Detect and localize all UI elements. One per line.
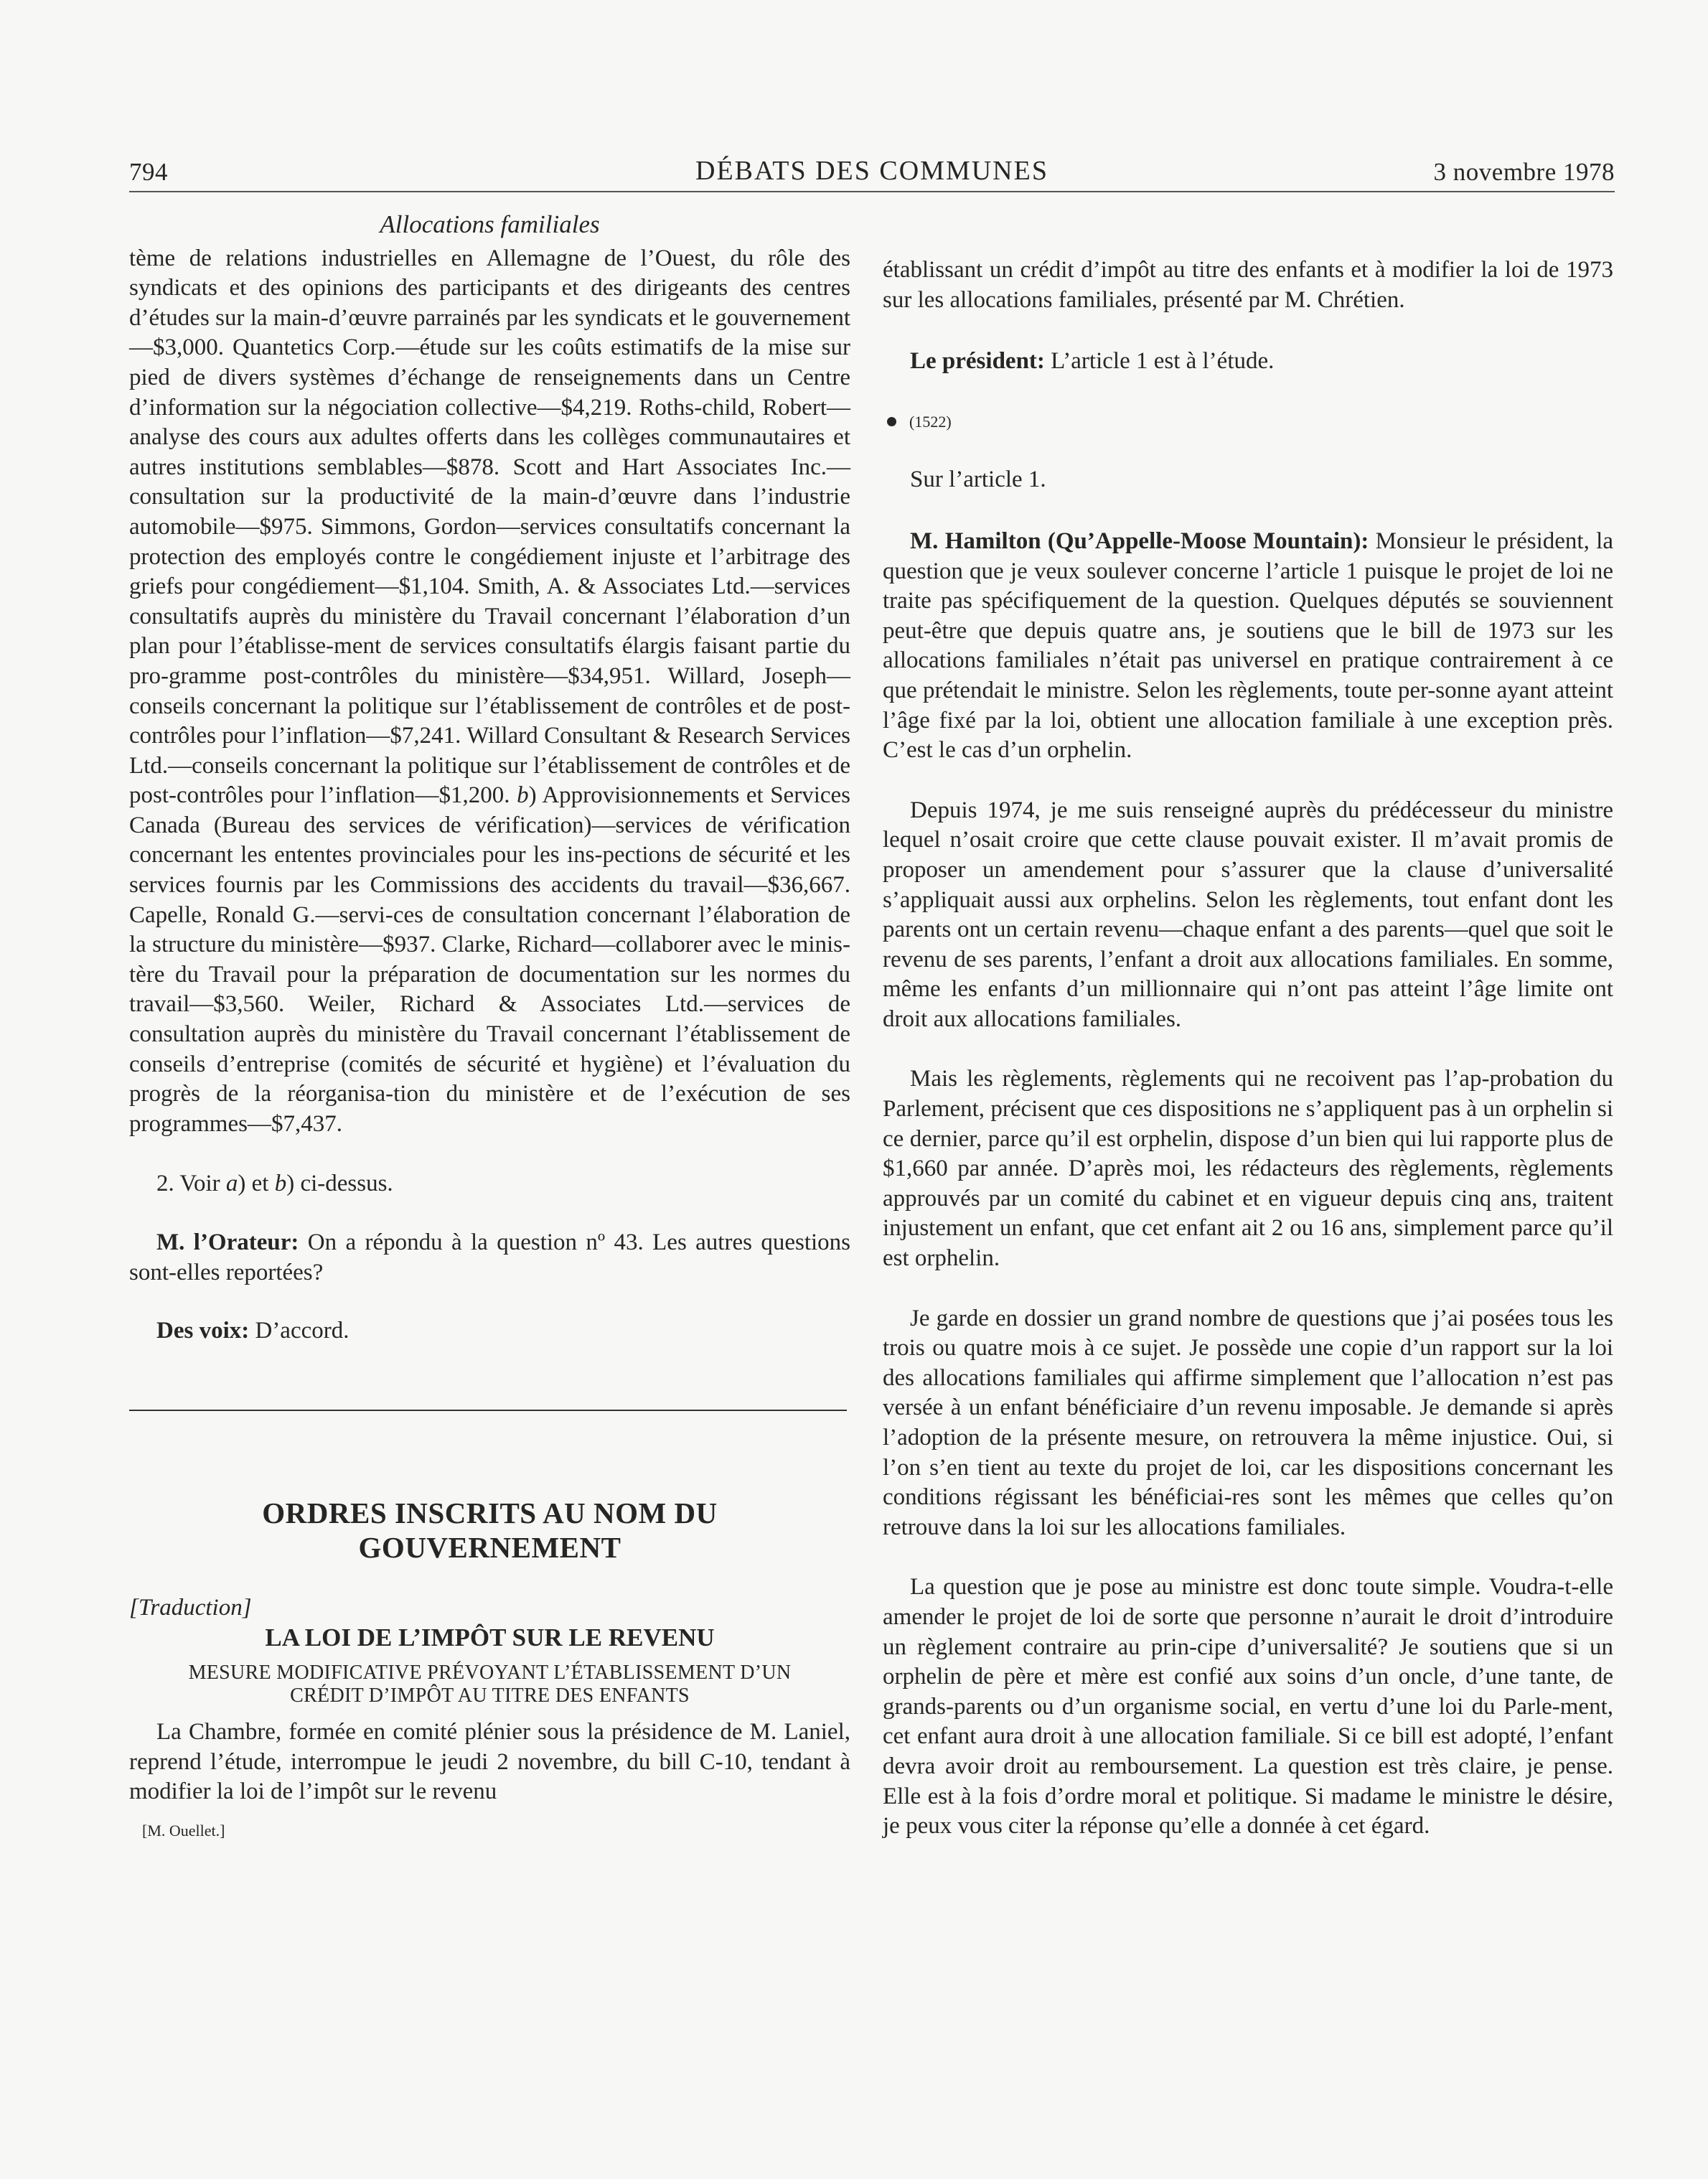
translation-label: Traduction (138, 1594, 243, 1621)
president-remark: L’article 1 est à l’étude. (1044, 348, 1275, 375)
paragraph-question: La question que je pose au ministre est donc toute simple. Voudra-t-elle amender le projet de loi de sorte que personne n’aurait le droit d’introduire un règlement contraire au prin-cipe d’universalité? Je soutiens que si un orphelin de père et mère est confié aux soins d’un oncle, d’une tante, de grands-parents ou d’un organisme social, en vertu d’une loi du Parle-ment, cet enfant aura droit à une allocation familiale. Si ce bill est adopté, l’enfant devra avoir droit au remboursement. La question est très claire, je pense. Elle est à la fois d’ordre moral et politique. Si madame le ministre le désire, je peux vous citer la réponse qu’elle a donnée à cet égard. (883, 1574, 1613, 1840)
section-heading (129, 1496, 850, 1565)
bullet-icon (887, 417, 896, 426)
page-header (129, 151, 1615, 192)
paragraph-mais: Mais les règlements, règlements qui ne recoivent pas l’ap-probation du Parlement, précisent que ces dispositions ne s’appliquent pas à un orphelin si ce dernier, parce qu’il est orphelin, dispose d’un bien qui lui rapporte plus de $1,660 par année. D’après moi, les rédacteurs des règlements, règlements approuvés par un comité du cabinet et en vigueur depuis cinq ans, traitent injustement un enfant, que cet enfant ait 2 ou 16 ans, simplement parce qu’il est orphelin. (883, 1066, 1613, 1272)
section-heading-line-2: GOUVERNEMENT (358, 1530, 621, 1564)
item-letter-b-ref: b (274, 1171, 287, 1197)
paragraph-hamilton (883, 527, 1613, 766)
running-head: Allocations familiales (380, 210, 600, 238)
publication-date: 3 novembre 1978 (1433, 158, 1615, 186)
voices-remark: D’accord. (249, 1318, 349, 1344)
measure-line-1: MESURE MODIFICATIVE PRÉVOYANT L’ÉTABLISSEMENT D’UN (188, 1661, 792, 1684)
voices-label: Des voix: (156, 1318, 250, 1344)
paragraph-see-above (129, 1169, 850, 1199)
page-number: 794 (129, 158, 168, 186)
speaker-name: M. l’Orateur: (156, 1229, 299, 1255)
item-letter-b: b (517, 782, 529, 809)
time-marker (883, 407, 1613, 437)
see-above-mid: ) et (238, 1171, 275, 1197)
paragraph-je-garde: Je garde en dossier un grand nombre de questions que j’ai posées tous les trois ou quatre mois à ce sujet. Je possède une copie d’un rapport sur la loi des allocations familiales qui affirme simplement que l’allocation n’est pas versée à un enfant bénéficiaire d’un revenu imposable. Je demande si après l’adoption de la présente mesure, on retrouvera la même injustice. Oui, si l’on s’en tient au texte du projet de loi, car les dispositions concernant les conditions régissant les bénéficiai-res sont les mêmes que celles qu’on retrouve dans la loi sur les allocations familiales. (883, 1305, 1613, 1540)
hamilton-remark: Monsieur le président, la question que je veux soulever concerne l’article 1 puisque le projet de loi ne traite pas spécifiquement de la question. Quelques députés se souviennent peut-être que depuis quatre ans, je soutiens que le bill de 1973 sur les allocations familiales n’était pas universel en pratique contrairement à ce que prétendait le ministre. Selon les règlements, toute per-sonne ayant atteint l’âge fixé par la loi, obtient une allocation familiale à une exception près. C’est le cas d’un orphelin. (883, 528, 1613, 764)
contracts-text-b: ) Approvisionnements et Services Canada (Bureau des services de vérification)—services de vérification concernant les ententes provinciales pour les ins-pections de sécurité et les services fournis par les Commissions des accidents du travail—$36,667. Capelle, Ronald G.—servi-ces de consultation concernant l’élaboration de la structure du ministère—$937. Clarke, Richard—collaborer avec le minis-tère du Travail pour la préparation de documentation sur les normes du travail—$3,560. Weiler, Richard & Associates Ltd.—services de consultation auprès du ministère du Travail concernant l’établissement de conseils d’entreprise (comités de sécurité et hygiène) et l’évaluation du progrès de la réorganisa-tion du ministère et de l’exécution de ses programmes—$7,437. (129, 782, 851, 1137)
paragraph-chambre: La Chambre, formée en comité plénier sous la présidence de M. Laniel, reprend l’étude, interrompue le jeudi 2 novembre, du bill C-10, tendant à modifier la loi de l’impôt sur le revenu (129, 1718, 850, 1805)
speaker-remark: On a répondu à la question nº 43. Les autres questions sont-elles reportées? (129, 1229, 850, 1285)
paragraph-bill-continued: établissant un crédit d’impôt au titre des enfants et à modifier la loi de 1973 sur les allocations familiales, présenté par M. Chrétien. (883, 257, 1613, 313)
paragraph-president (883, 347, 1613, 377)
law-title: LA LOI DE L’IMPÔT SUR LE REVENU (265, 1623, 715, 1652)
president-label: Le président: (910, 348, 1045, 375)
paragraph-speaker (129, 1228, 850, 1288)
hamilton-label: M. Hamilton (Qu’Appelle-Moose Mountain): (910, 528, 1369, 554)
paragraph-contracts (129, 244, 850, 1140)
measure-subtitle (129, 1662, 850, 1707)
right-column (883, 201, 1613, 1842)
contracts-text-a: tème de relations industrielles en Allemagne de l’Ouest, du rôle des syndicats et des opinions des participants et des dirigeants des centres d’études sur la main-d’œuvre parrainés par les syndicats et le gouvernement—$3,000. Quantetics Corp.—étude sur les coûts estimatifs de la mise sur pied de divers systèmes d’échange de renseignements dans un Centre d’information sur la négociation collective—$4,219. Roths-child, Robert—analyse des cours aux adultes offerts dans les collèges communautaires et autres institutions semblables—$878. Scott and Hart Associates Inc.—consultation sur la productivité de la main-d’œuvre dans l’industrie automobile—$975. Simmons, Gordon—services consultatifs concernant la protection des employés contre le congédiement injuste et l’arbitrage des griefs pour congédiement—$1,104. Smith, A. & Associates Ltd.—services consultatifs auprès du ministère du Travail concernant l’élaboration d’un plan pour l’établisse-ment de services consultatifs élargis faisant partie du pro-gramme post-contrôles du ministère—$34,951. Willard, Joseph—conseils concernant la politique sur l’établissement de contrôles et de post-contrôles pour l’inflation—$7,241. Willard Consultant & Research Services Ltd.—conseils concernant la politique sur l’établissement de contrôles et de post-contrôles pour l’inflation—$1,200. (129, 245, 850, 809)
see-above-text: 2. Voir (156, 1171, 226, 1197)
paragraph-voices (129, 1316, 850, 1346)
speaker-attribution: [M. Ouellet.] (142, 1821, 225, 1840)
time-marker-text: (1522) (909, 412, 952, 431)
item-letter-a-ref: a (225, 1171, 238, 1197)
publication-title: DÉBATS DES COMMUNES (695, 156, 1048, 186)
paragraph-depuis-1974: Depuis 1974, je me suis renseigné auprès du prédécesseur du ministre lequel n’osait croire que cette clause pouvait exister. Il m’avait promis de proposer un amendement pour s’assurer que la clause d’universalité s’appliquait aussi aux orphelins. Selon les règlements, tout enfant dont les parents ont un certain revenu—chaque enfant a des parents—quel que soit le revenu de ses parents, l’enfant a droit aux allocations familiales. En somme, même les enfants d’un millionnaire qui n’ont pas atteint l’âge limite ont droit aux allocations familiales. (883, 797, 1613, 1032)
left-column (129, 201, 850, 1845)
section-heading-line-1: ORDRES INSCRITS AU NOM DU (262, 1496, 718, 1529)
paragraph-article: Sur l’article 1. (910, 467, 1046, 493)
section-divider (129, 1410, 847, 1411)
translation-note: [Traduction] (129, 1594, 252, 1621)
measure-line-2: CRÉDIT D’IMPÔT AU TITRE DES ENFANTS (290, 1684, 690, 1707)
see-above-end: ) ci-dessus. (286, 1171, 393, 1197)
